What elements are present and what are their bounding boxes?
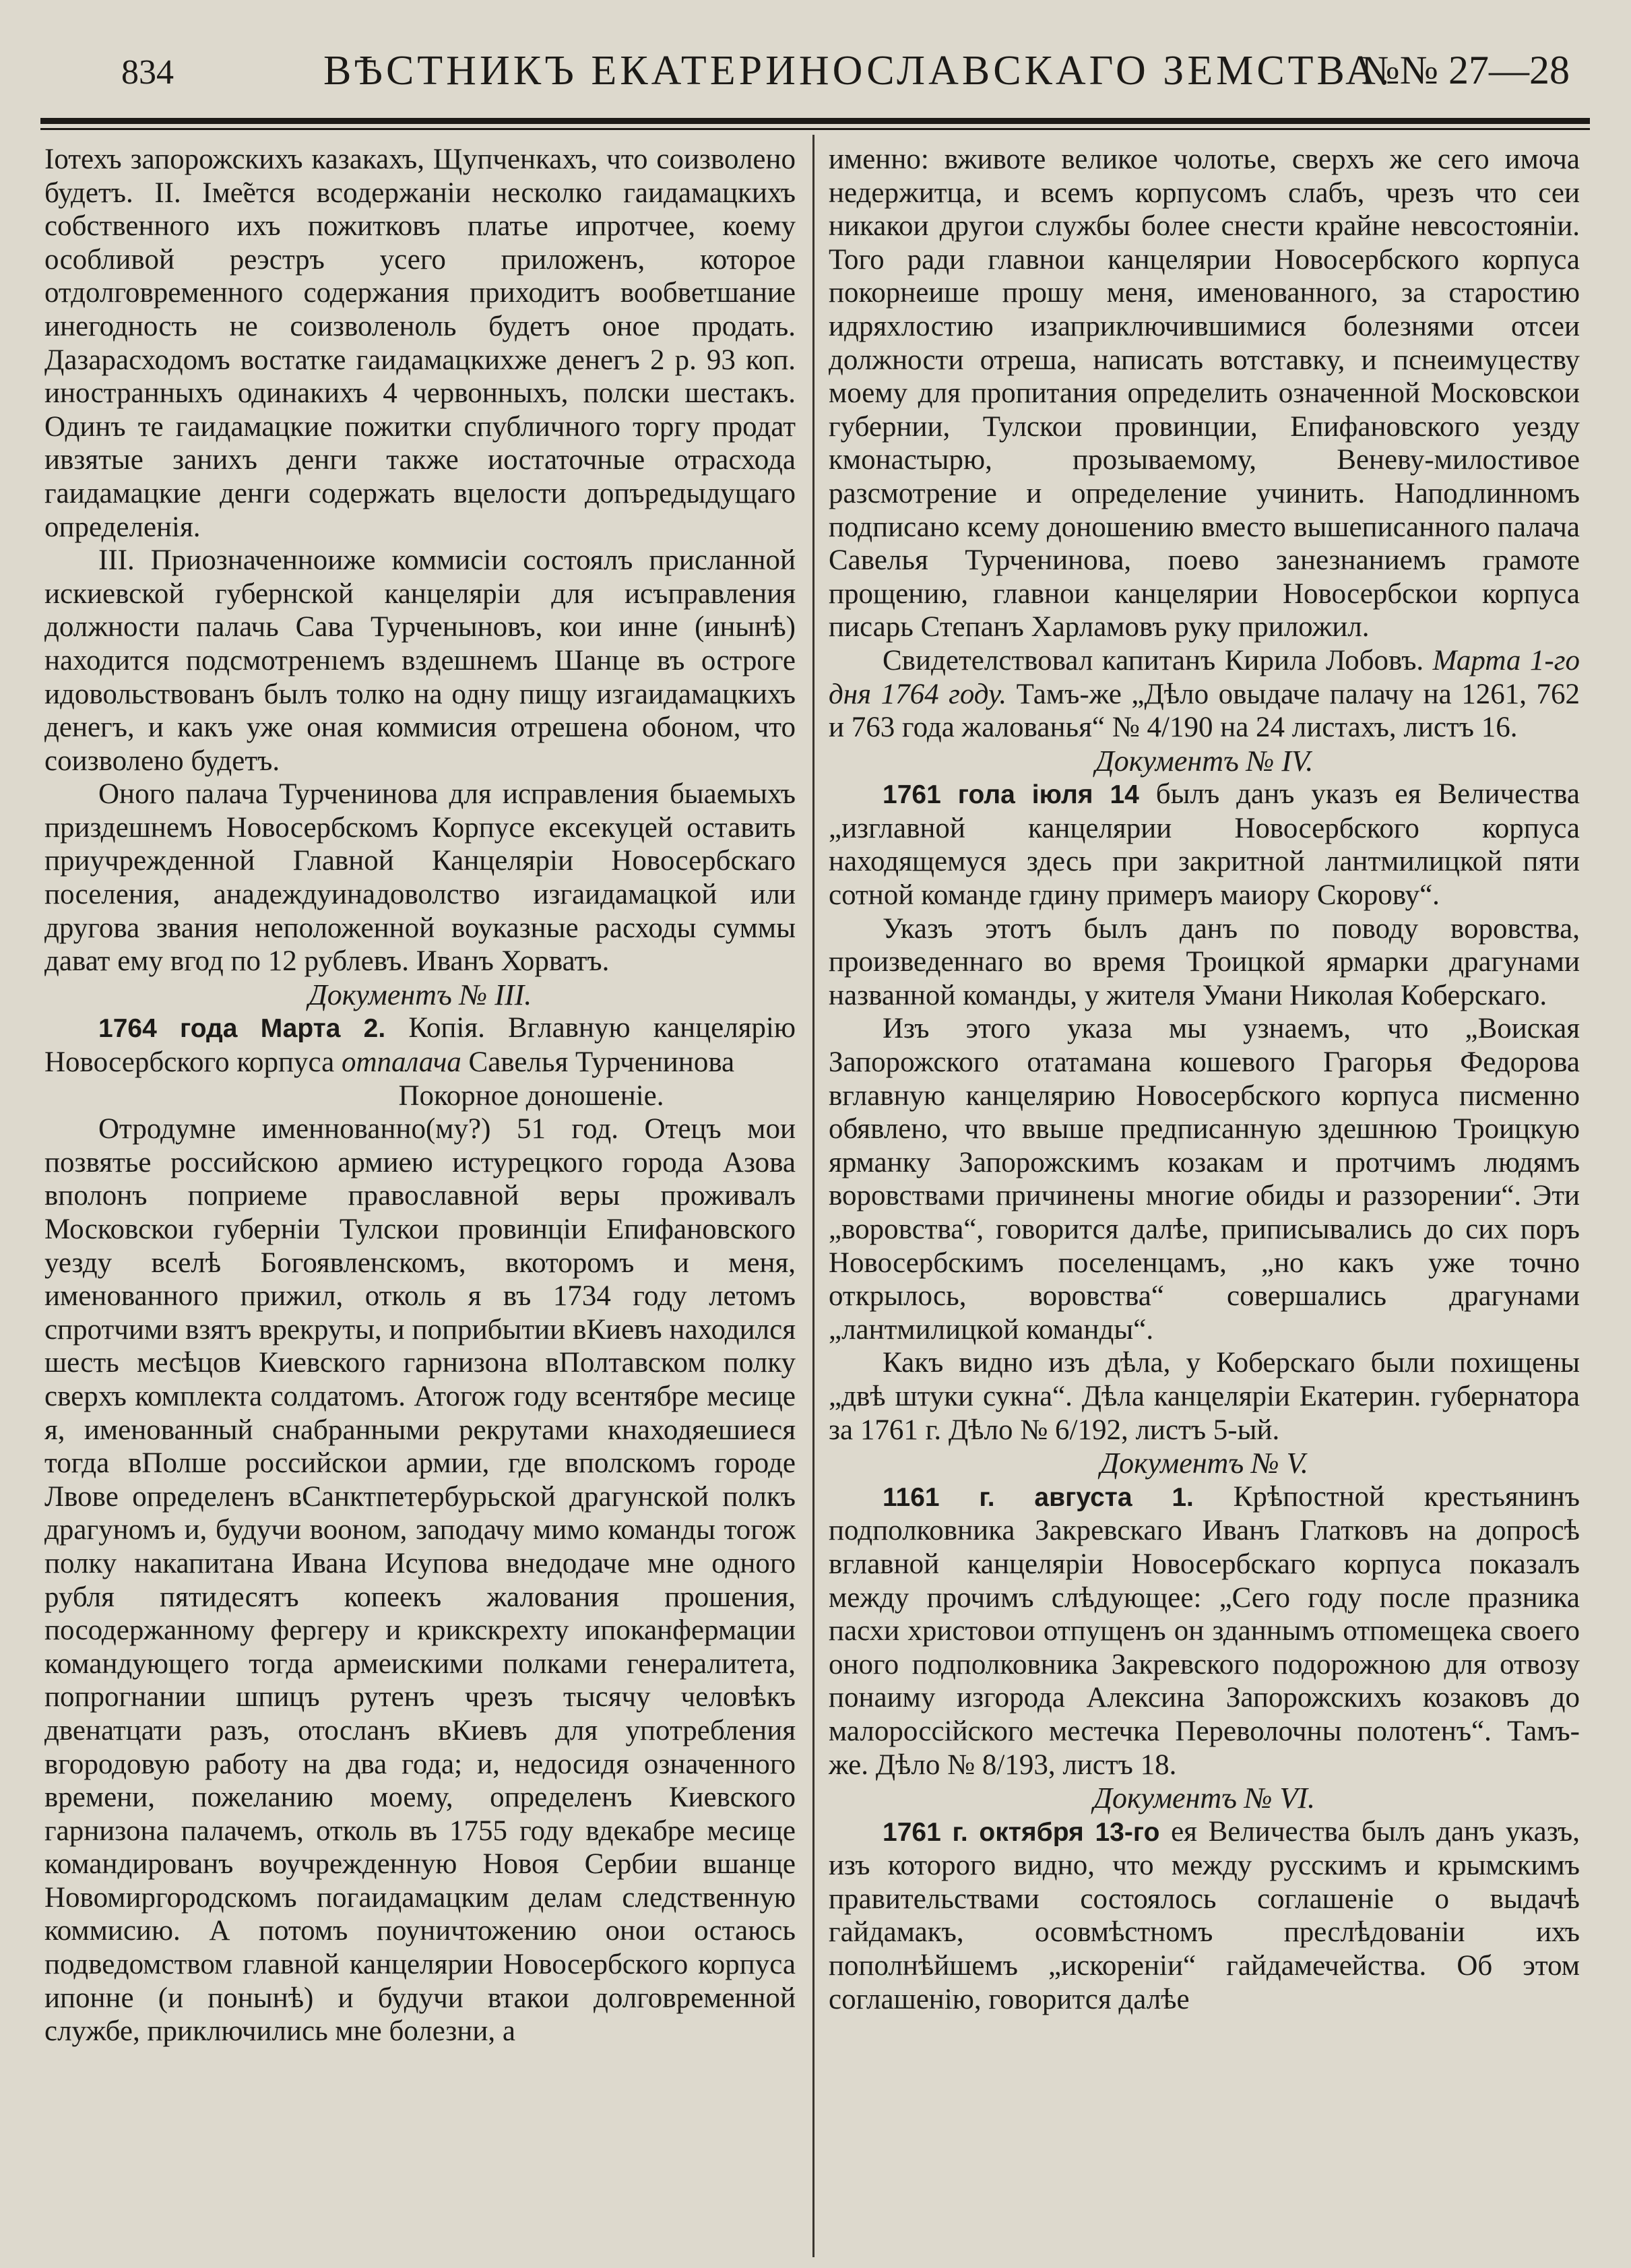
right-column [829,143,1580,2016]
document-heading: Документъ № IV. [1095,744,1314,778]
left-column [44,143,796,2048]
paragraph: Какъ видно изъ дѣла, у Коберскаго были похищены „двѣ штуки сукна“. Дѣла канцелярiи Екатерин. губернатора за 1761 г. Дѣло № 6/192, листъ 5-ый. [829,1347,1580,1446]
paragraph: именно: вживоте великое чолотье, сверхъ же сего имоча недержитца, и всемъ корпусомъ слабъ, чрезъ что сеи никакои другои службы более снести крайне невсостоянiи. Того ради главнои канцелярии Новосербского корпуса покорнеише прошу меня, именованного, за старостию идряхлостию изаприключившимися болезнями отсеи должности отреша, написать вотставку, и пснеимуцеству моему для пропитания определить означенной Московскои губернии, Тулскои провинции, Епифановского уезду кмонастырю, прозываемому, Веневу-милостивое разсмотрение и определение учинить. Наподлинномъ подписано ксему доношению вместо вышеписанного палача Савелья Турченинова, поево занезнаниемъ грамоте прощению, главнои канцелярии Новосербскои корпуса писарь Степанъ Харламовъ руку приложил. [829,144,1580,643]
paragraph: Свидетелствовал капитанъ Кирила Лобовъ. Марта 1-го дня 1764 году. Тамъ-же „Дѣло овыдаче палачу на 1261, 762 и 763 года жалованья“ № 4/190 на 24 листахъ, листъ 16. [829,644,1580,744]
paragraph: 1761 г. октября 13-го ея Величества былъ данъ указъ, изъ которого видно, что между русскимъ и крымскимъ правительствами состоялось соглашенiе о выдачѣ гайдамакъ, осовмѣстномъ преслѣдованiи ихъ пополнѣйшемъ „искоренiи“ гайдамечейства. Об этом соглашенiю, говорится далѣе [829,1815,1580,2015]
document-title: Покорное доношеніе. [398,1079,664,1112]
issue-number: №№ 27—28 [1361,48,1570,92]
header-rule-thin [40,128,1590,130]
document-heading: Документъ № VI. [1093,1782,1316,1815]
document-heading: Документъ № III. [308,978,532,1011]
document-heading: Документъ № V. [1100,1447,1308,1480]
document-date: 1161 г. августа 1. [883,1482,1194,1512]
document-intro: 1764 года Марта 2. Копія. Вглавную канцелярію Новосербского корпуса отпалача Савелья Турченинова [44,1012,796,1079]
document-date: 1761 г. октября 13-го [883,1817,1160,1847]
paragraph: Изъ этого указа мы узнаемъ, что „Воиская Запорожского отатамана кошевого Грагорья Федорова вглавную канцелярию Новосербского корпуса писменно обявлено, что ввыше предписанную здешнюю Троицкую ярманку Запорожскимъ козакам и протчимъ людямъ воровствами причинены многие обиды и раззорении“. Эти „воровства“, говорится далѣе, приписывались до сих поръ Новосербскимъ поселенцамъ, „но какъ уже точно открылось, воровства“ совершались драгунами „лантмилицкой команды“. [829,1013,1580,1346]
header-rule-thick [40,118,1590,124]
paragraph: Іотехъ запорожскихъ казакахъ, Щупченкахъ, что соизволено будетъ. II. Іме̃ется вcодержанiи несколко гаидамацкихъ собственного ихъ пожитковъ платье ипротчее, коему особливой реэстръ усего приложенъ, которое отдолговременного содержания приходитъ вообветшание инегодность не соизволеноль будетъ оное продать. Дазарасходомъ востатке гаидамацкихже денегъ 2 р. 93 коп. иностранныхъ одинакихъ 4 червонныхъ, полски шестакъ. Одинъ те гаидамацкие пожитки спубличного торгу продат ивзятые заниxъ денги также иостаточные отрасхода гаидамацкие денги содержать вцелости допъредыдущаго определенiя. [44,144,796,543]
paragraph: Отродумне именнованно(му?) 51 год. Отецъ мои позвятье российскою армиею истурецкого города Азова вполонъ поприеме православной веры проживалъ Московскои губернiи Тулскои провинцiи Епифановского уезду вселѣ Богоявленскомъ, вкоторомъ и меня, именованного прижил, отколь я въ 1734 году летомъ спротчими взятъ врекруты, и поприбытии вКиевъ находился шесть месѣцов Киевского гарнизона вПолтавском полку сверхъ комплекта солдатомъ. Атогож году всентябре месице я, именованный снабранными рекрутами кнаходяешиеся тогда вПолше российскои армии, где вполскомъ городе Лвове определенъ вСанктпетербурьской драгунской полкъ драгуномъ и, будучи вооном, заподачу мимо команды тогож полку накапитана Ивана Исупова внедодаче мне одного рубля пятидесятъ копеекъ жалования прошения, посодержанному фергеру и крикскрехту ипоканфермации командующего тогда армеискими полками генералитета, попрогнании шпицъ рутенъ чрезъ тысячу человѣкъ двенатцати разъ, отосланъ вКиевъ для употребления вгородовую работу на два года; и, недосидя означенного времени, пожеланию моему, определенъ Киевского гарнизона палачемъ, отколь въ 1755 году вдекабре месице командированъ воучрежденную Новоя Сербии вшанце Новомиргородскомъ погаидамацким делам следственную коммисию. А потомъ поуничтожению онои остаюсь подведомством главной канцелярии Новосербского корпуса ипонне (и понынѣ) и будучи втакои долговременной службе, приключились мне болезни, а [44,1113,796,2048]
journal-title: ВѢСТНИКЪ ЕКАТЕРИНОСЛАВСКАГО ЗЕМСТВА. [323,48,1393,94]
column-divider [812,135,814,2257]
paragraph: III. Приозначенноиже коммисiи состоялъ присланной искиевской губернской канцелярiи для исъправления должности палачь Сава Турченыновъ, кои инне (инынѣ) находится подсмотренıемъ вздешнемъ Шанце въ остроге идовольствованъ былъ толко на одну пищу изгаидамацкихъ денегъ, и какъ уже оная коммисия отрешена обоном, что соизволено будетъ. [44,544,796,777]
document-date: 1764 года Марта 2. [98,1014,386,1044]
document-date: 1761 гола іюля 14 [883,780,1139,810]
paragraph: Указъ этотъ былъ данъ по поводу воровства, произведеннаго во время Троицкой ярмарки драгунами названной команды, у жителя Умани Николая Коберскаго. [829,912,1580,1011]
page-header [101,40,1576,115]
paragraph: Оного палача Турченинова для исправления быаемыхъ приздешнемъ Новосербскомъ Корпусе ексекуцей оставить приучрежденной Главной Канцелярiи Новосербскаго поселения, анадеждуинадоволство изгаидамацкой или другова звания неположенной воуказные расходы суммы дават ему вгод по 12 рублевъ. Иванъ Хорватъ. [44,778,796,978]
paragraph: 1761 гола іюля 14 былъ данъ указъ ея Величества „изглавной канцелярии Новосербского корпуса находящемуся здесь при закритной лантмилицкой пяти сотной команде гдину примеръ маиору Скорову“. [829,778,1580,912]
page-number: 834 [121,53,174,92]
paragraph: 1161 г. августа 1. Крѣпостной крестьянинъ подполковника Закревскаго Иванъ Глатковъ на допросѣ вглавной канцелярiи Новосербскаго корпуса показалъ между прочимъ слѣдующее: „Сего году после празника пасхи христовои отпущенъ он зданнымъ отпомещека своего оного подполковника Закревского подорожною для отвозу понаиму изгорода Алексина Запорожскихъ козаковъ до малороссiйского местечка Переволочны полотенъ“. Тамъ-же. Дѣло № 8/193, листъ 18. [829,1480,1580,1781]
